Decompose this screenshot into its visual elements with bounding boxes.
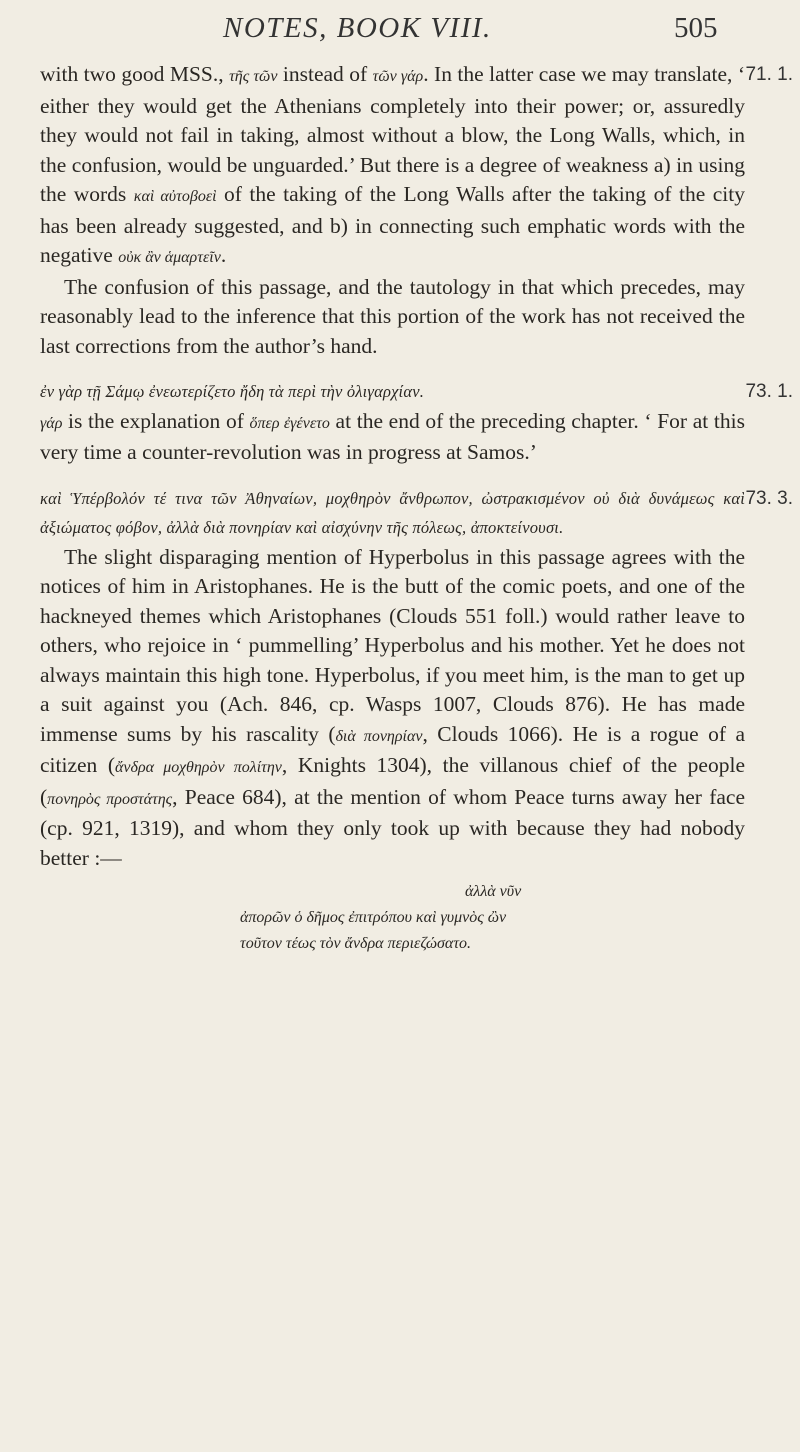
greek-text: οὐκ ἂν ἁμαρτεῖν [118, 249, 221, 266]
running-head [0, 12, 800, 52]
lemma: καὶ Ὑπέρβολόν τέ τινα τῶν Ἀθηναίων, μοχθηρὸν ἄνθρωπον, ὠστρακισμένον οὐ διὰ δυνάμεως καὶ ἀξιώματος φόβον, ἀλλὰ διὰ πονηρίαν καὶ αἰσχύνην τῆς πόλεως, ἀποκτείνουσι. [40, 488, 745, 537]
greek-text: διὰ πονηρίαν [335, 727, 423, 745]
greek-text: τῆς τῶν [229, 68, 278, 85]
reference-number: 73. 3. [745, 487, 793, 509]
note-73-1 [40, 377, 793, 468]
verse-line: τοῦτον τέως τὸν ἄνδρα περιεζώσατο. [240, 935, 472, 952]
greek-text: πονηρὸς προστάτης [47, 790, 173, 808]
paragraph: The confusion of this passage, and the tautology in that which precedes, may reasonably lead to the inference that this portion of the work has not received the last corrections from the author’s hand. [40, 274, 745, 358]
greek-text: τῶν γάρ [372, 68, 424, 85]
lemma: ἐν γὰρ τῇ Σάμῳ ἐνεωτερίζετο ἤδη τὰ περὶ τὴν ὀλιγαρχίαν. [40, 382, 425, 401]
verse-line: ἀλλὰ νῦν [465, 883, 522, 900]
greek-text: γάρ [40, 414, 63, 432]
paragraph: The slight disparaging mention of Hyperbolus in this passage agrees with the notices of him in Aristophanes. He is the butt of the comic poets, and one of the hackneyed themes which Aristophanes (Clouds 551 foll.) would rather leave to others, who rejoice in ‘ pummelling’ Hyperbolus and his mother. Yet he does not always maintain this high tone. Hyperbolus, if you meet him, is the man to get up a suit against you (Ach. 846, cp. Wasps 1007, Clouds 876). He has made immense sums by his rascality (διὰ πονηρίαν, Clouds 1066). He is a rogue of a citizen (ἄνδρα μοχθηρὸν πολίτην, Knights 1304), the villanous chief of the people (πονηρὸς προστάτης, Peace 684), at the mention of whom Peace turns away her face (cp. 921, 1319), and whom they only took up with because they had nobody better :— [40, 544, 745, 870]
paragraph: with two good MSS., τῆς τῶν instead of τῶν γάρ. In the latter case we may translate, ‘ either they would get the Athenians completely into their power; or, assuredly they would not fail in taking, almost without a blow, the Long Walls, which, in the confusion, would be unguarded.’ But there is a degree of weakness a) in using the words καὶ αὐτοβοεὶ of the taking of the Long Walls after the taking of the city has been already suggested, and b) in connecting such emphatic words with the negative οὐκ ἂν ἁμαρτεῖν. [40, 62, 746, 267]
note-71-1 [40, 60, 793, 273]
note-73-3 [40, 484, 793, 874]
verse-line: ἀπορῶν ὁ δῆμος ἐπιτρόπου καὶ γυμνὸς ὢν [240, 909, 507, 926]
page-number: 505 [674, 12, 718, 44]
reference-number: 71. 1. [745, 64, 793, 85]
running-title: NOTES, BOOK VIII. [223, 12, 492, 44]
paragraph: γάρ is the explanation of ὅπερ ἐγένετο at the end of the preceding chapter. ‘ For at this very time a counter-revolution was in progress at Samos.’ [40, 408, 745, 464]
greek-text: καὶ αὐτοβοεὶ [133, 188, 217, 205]
greek-text: ἄνδρα μοχθηρὸν πολίτην [115, 759, 282, 776]
verse-quotation [40, 879, 745, 957]
greek-text: ὅπερ ἐγένετο [249, 414, 330, 432]
reference-number: 73. 1. [745, 381, 793, 402]
notes-body [40, 60, 793, 957]
